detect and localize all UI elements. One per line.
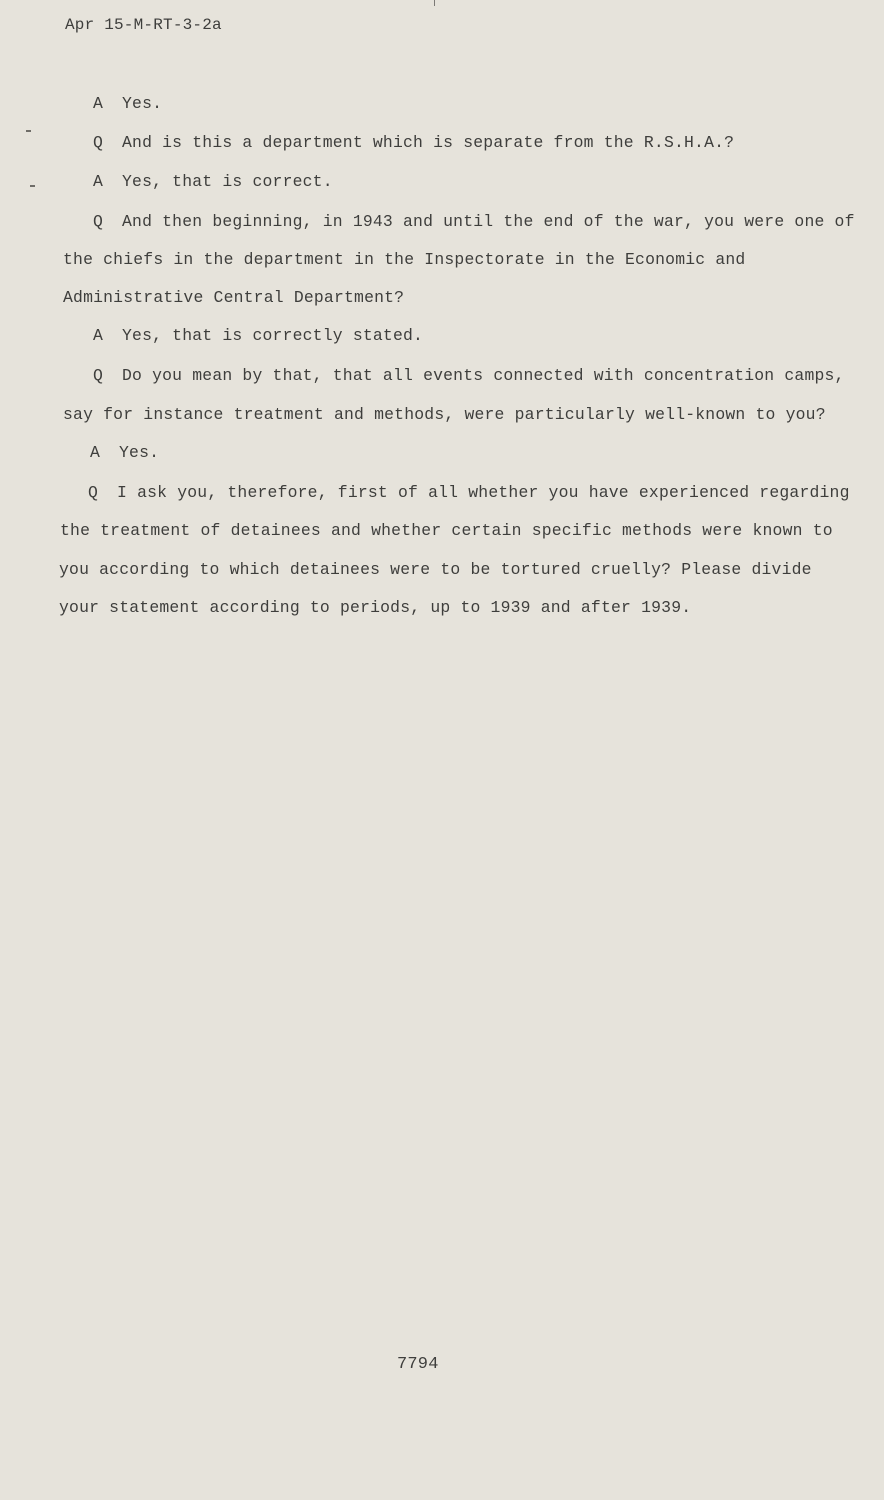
top-edge-mark: [434, 0, 435, 6]
question-continuation: say for instance treatment and methods, were particularly well-known to you?: [63, 405, 826, 424]
speaker-label: Q: [93, 366, 104, 385]
answer-line: [93, 326, 423, 345]
question-text: And is this a department which is separate from the R.S.H.A.?: [122, 133, 735, 152]
speaker-label: Q: [88, 483, 99, 502]
question-continuation: the chiefs in the department in the Inspectorate in the Economic and: [63, 250, 746, 269]
question-text: I ask you, therefore, first of all whether you have experienced regarding: [117, 483, 850, 502]
question-line: [93, 366, 845, 385]
document-id: Apr 15-M-RT-3-2a: [65, 16, 222, 34]
question-continuation: Administrative Central Department?: [63, 288, 405, 307]
margin-mark: [30, 185, 35, 187]
speaker-label: Q: [93, 212, 104, 231]
page-number: 7794: [397, 1355, 439, 1374]
answer-text: Yes, that is correct.: [122, 172, 333, 191]
speaker-label: A: [93, 326, 104, 345]
answer-text: Yes.: [122, 94, 163, 113]
question-continuation: you according to which detainees were to be tortured cruelly? Please divide: [59, 560, 812, 579]
margin-mark: [26, 130, 31, 132]
answer-line: [93, 172, 333, 191]
speaker-label: Q: [93, 133, 104, 152]
answer-line: [90, 443, 159, 462]
speaker-label: A: [93, 94, 104, 113]
question-text: Do you mean by that, that all events connected with concentration camps,: [122, 366, 845, 385]
speaker-label: A: [90, 443, 101, 462]
question-continuation: the treatment of detainees and whether certain specific methods were known to: [60, 521, 833, 540]
question-line: [93, 133, 734, 152]
question-line: [93, 212, 855, 231]
question-line: [88, 483, 850, 502]
answer-text: Yes.: [119, 443, 160, 462]
question-continuation: your statement according to periods, up to 1939 and after 1939.: [59, 598, 692, 617]
speaker-label: A: [93, 172, 104, 191]
answer-line: [93, 94, 162, 113]
question-text: And then beginning, in 1943 and until the end of the war, you were one of: [122, 212, 855, 231]
answer-text: Yes, that is correctly stated.: [122, 326, 424, 345]
